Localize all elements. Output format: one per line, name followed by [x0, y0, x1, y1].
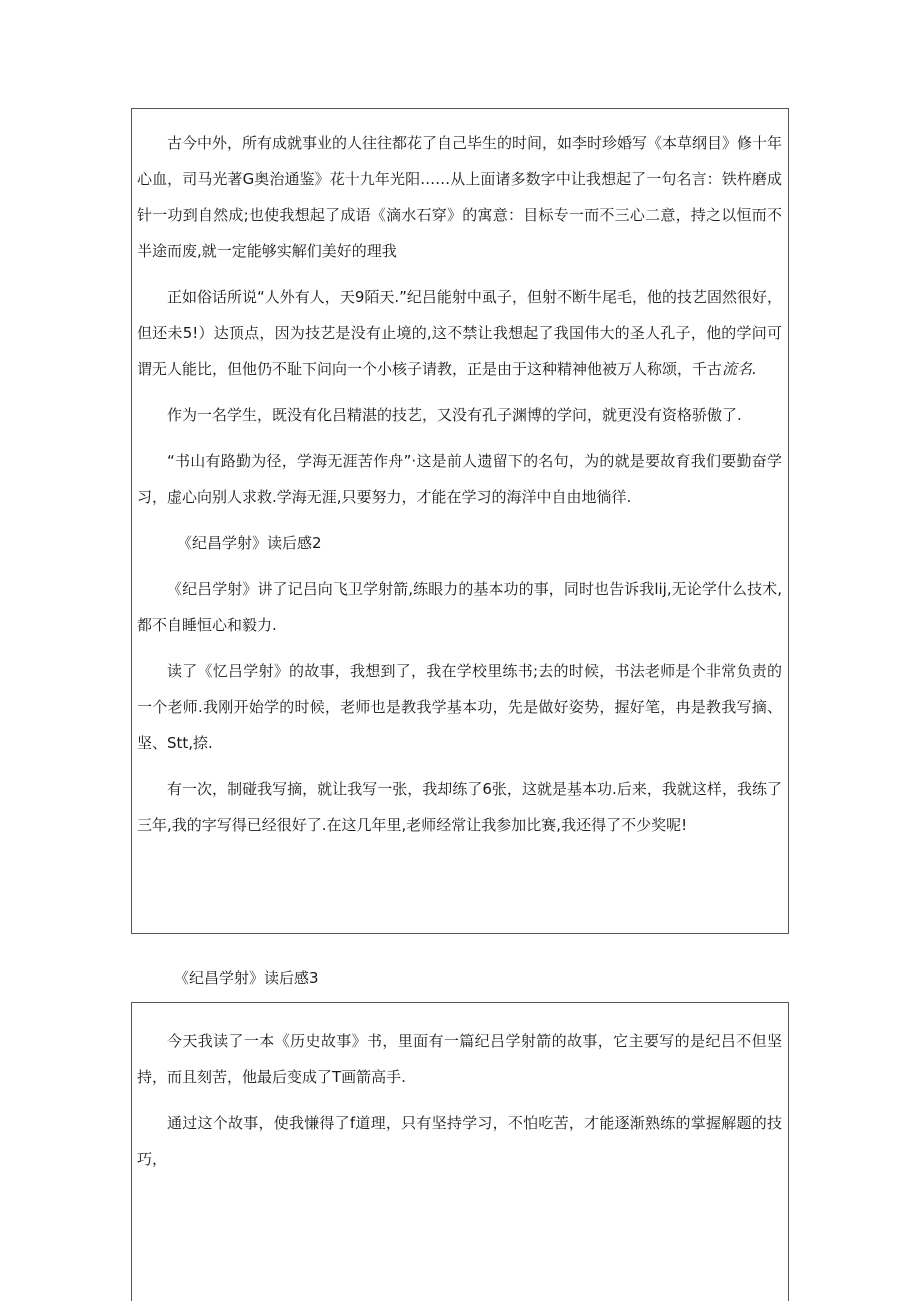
paragraph-lesson: 通过这个故事，使我慊得了f道理，只有坚持学习，不怕吃苦，才能逐渐熟练的掌握解题的技巧， — [137, 1114, 782, 1168]
text-box-2-content — [132, 1003, 788, 1177]
text-box-1 — [131, 108, 789, 934]
paragraph-history-story: 今天我读了一本《历史故事》书，里面有一篇纪吕学射箭的故事，它主要写的是纪吕不但坚持，而且刻苦，他最后变成了T画箭高手. — [137, 1032, 782, 1086]
paragraph-ji-chang-summary: 《纪吕学射》讲了记吕向飞卫学射箭,练眼力的基本功的事，同时也告诉我lij,无论学什么技术,都不自睡恒心和毅力. — [137, 580, 782, 634]
paragraph-book-mountain: “书山有路勤为径，学海无涯苦作舟”·这是前人遗留下的名句，为的就是要故育我们要勤奋学习，虚心向别人求救.学海无涯,只要努力，才能在学习的海洋中自由地徜徉. — [137, 452, 782, 506]
paragraph-confucius — [132, 279, 788, 387]
paragraph-practice: 有一次，制碰我写摘，就让我写一张，我却练了6张，这就是基本功.后来，我就这样，我练了三年,我的字写得已经很好了.在这几年里,老师经常让我参加比赛,我还得了不少奖呢! — [137, 780, 782, 834]
text-box-2 — [131, 1002, 789, 1301]
paragraph-confucius-tail: 流名. — [722, 360, 757, 378]
essay-heading-2: 《纪昌学射》读后感2 — [177, 534, 322, 552]
paragraph-confucius-text: 正如俗话所说“人外有人，天9陌天.”纪吕能射中虱子，但射不断牛尾毛，他的技艺固然很好，但还未5!）达顶点，因为技艺是没有止境的,这不禁让我想起了我国伟大的圣人孔子，他的学问可谓无人能比，但他仍不耻下问向一个小核子请教，正是由于这种精神他被万人称颂，千古 — [137, 288, 782, 378]
essay-heading-3: 《纪昌学射》读后感3 — [174, 969, 319, 987]
paragraph-famous-quote: 古今中外，所有成就事业的人往往都花了自己毕生的时间，如李时珍婚写《本草纲目》修十年心血，司马光著G奥治通鉴》花十九年光阳……从上面诸多数字中让我想起了一句名言：铁杵磨成针一功到自然成;也使我想起了成语《滴水石穿》的寓意：目标专一而不三心二意，持之以恒而不半途而废,就一定能够实解们美好的理我 — [137, 134, 783, 260]
text-box-1-content — [132, 109, 788, 843]
paragraph-calligraphy: 读了《忆吕学射》的故事，我想到了，我在学校里练书;去的时候，书法老师是个非常负责的一个老师.我刚开始学的时候，老师也是教我学基本功，先是做好姿势，握好笔，冉是教我写摘、坚、Stt,捺. — [137, 662, 782, 752]
paragraph-student: 作为一名学生，既没有化吕精湛的技艺，又没有孔子渊博的学问，就更没有资格骄傲了. — [167, 406, 742, 424]
